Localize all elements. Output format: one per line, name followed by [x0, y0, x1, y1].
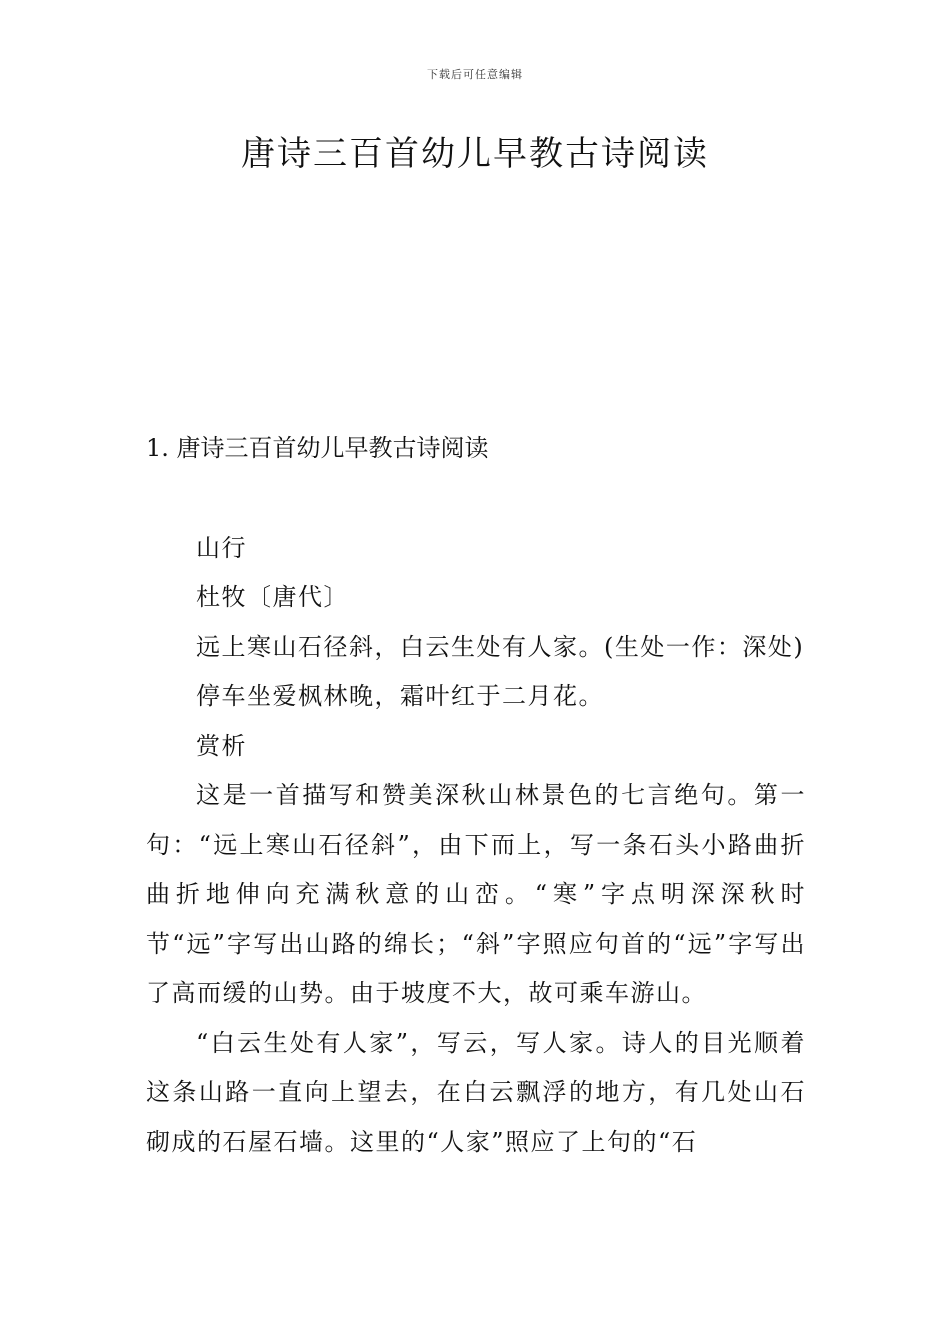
- document-body: [146, 424, 806, 1167]
- poem-title: 山行: [196, 533, 247, 562]
- poem-line-1: 远上寒山石径斜，白云生处有人家。(生处一作：深处): [196, 632, 805, 661]
- section-heading: 1. 唐诗三百首幼儿早教古诗阅读: [146, 434, 489, 462]
- document-title: 唐诗三百首幼儿早教古诗阅读: [241, 134, 709, 174]
- poem-line-2: 停车坐爱枫林晚，霜叶红于二月花。: [196, 682, 604, 710]
- appreciation-heading: 赏析: [196, 731, 247, 760]
- appreciation-paragraph-2: “白云生处有人家”，写云，写人家。诗人的目光顺着这条山路一直向上望去，在白云飘浮的地方，有几处山石砌成的石屋石墙。这里的“人家”照应了上句的“石: [146, 1028, 806, 1156]
- header-note: 下载后可任意编辑: [427, 68, 523, 81]
- appreciation-paragraph-1: 这是一首描写和赞美深秋山林景色的七言绝句。第一句：“远上寒山石径斜”，由下而上，写一条石头小路曲折曲折地伸向充满秋意的山峦。“寒”字点明深深秋时节“远”字写出山路的绵长；“斜”字照应句首的“远”字写出了高而缓的山势。由于坡度不大，故可乘车游山。: [146, 781, 806, 1007]
- poem-author: 杜牧〔唐代〕: [196, 583, 349, 611]
